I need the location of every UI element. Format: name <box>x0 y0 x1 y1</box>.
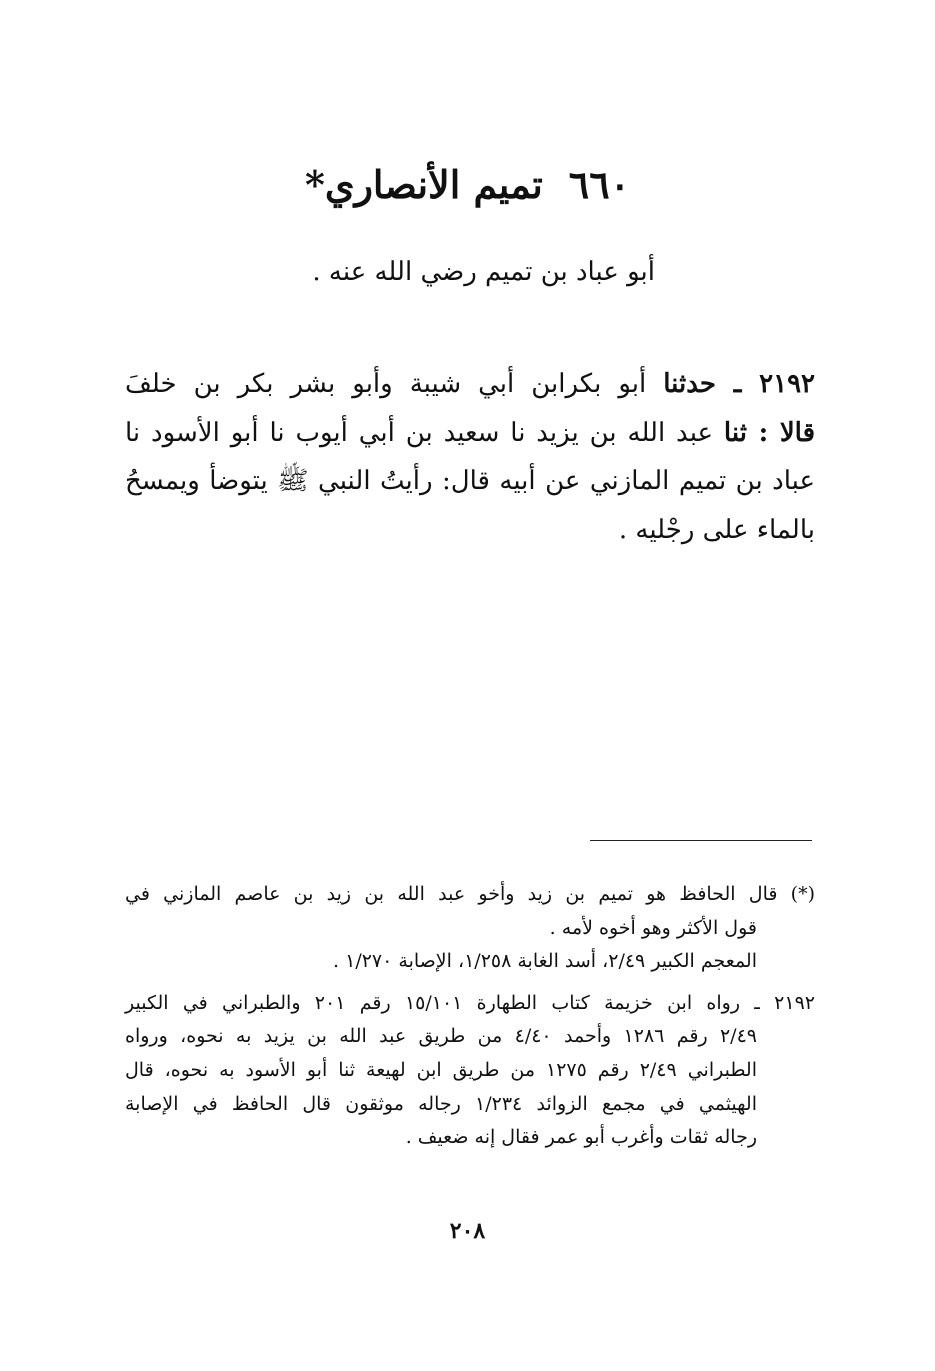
footnote-separator <box>590 840 812 841</box>
hadith-line-lead: قالا : ثنا <box>723 417 815 448</box>
chapter-name: تميم الأنصاري* <box>304 162 543 207</box>
hadith-line <box>125 409 815 458</box>
footnote-spacer <box>125 979 815 987</box>
chapter-number: ٦٦٠ <box>568 162 631 207</box>
chapter-title <box>0 160 935 210</box>
footnote-line: رجاله ثقات وأغرب أبو عمر فقال إنه ضعيف . <box>405 1126 757 1149</box>
hadith-line-text: بالماء على رجْليه . <box>618 514 815 545</box>
footnote-line: الطبراني ٢/٤٩ رقم ١٢٧٥ من طريق ابن لهيعة ثنا أبو الأسود به نحوه، قال <box>125 1058 757 1081</box>
hadith-line-text: عباد بن تميم المازني عن أبيه قال: رأيتُ النبي ﷺ يتوضأ ويمسحُ <box>125 466 815 496</box>
footnote-line: (*) قال الحافظ هو تميم بن زيد وأخو عبد الله بن زيد بن عاصم المازني في <box>125 883 815 905</box>
hadith-line <box>125 457 815 506</box>
footnote-line: ٢١٩٢ ـ رواه ابن خزيمة كتاب الطهارة ١٥/١٠١ رقم ٢٠١ والطبراني في الكبير <box>125 991 815 1014</box>
hadith-line-lead: ٢١٩٢ ـ حدثنا <box>663 369 815 399</box>
hadith-line <box>125 506 815 555</box>
footnote-line: ٢/٤٩ رقم ١٢٨٦ وأحمد ٤/٤٠ من طريق عبد الله بن يزيد به نحوه، ورواه <box>125 1025 757 1048</box>
hadith-line-text: عبد الله بن يزيد نا سعيد بن أبي أيوب نا أبو الأسود نا <box>125 417 724 448</box>
footnote-line: المعجم الكبير ٢/٤٩، أسد الغابة ١/٢٥٨، الإصابة ١/٢٧٠ . <box>333 950 757 973</box>
chapter-subtitle: أبو عباد بن تميم رضي الله عنه . <box>312 257 655 287</box>
hadith-text <box>125 360 815 554</box>
page-number: ٢٠٨ <box>449 1218 486 1244</box>
footnotes <box>125 878 815 1155</box>
footnote-line: قول الأكثر وهو أخوه لأمه . <box>549 916 757 939</box>
hadith-line-text: أبو بكرابن أبي شيبة وأبو بشر بكر بن خلفَ <box>125 369 664 399</box>
hadith-line <box>125 360 815 409</box>
footnote-line: الهيثمي في مجمع الزوائد ١/٢٣٤ رجاله موثقون قال الحافظ في الإصابة <box>125 1092 757 1115</box>
